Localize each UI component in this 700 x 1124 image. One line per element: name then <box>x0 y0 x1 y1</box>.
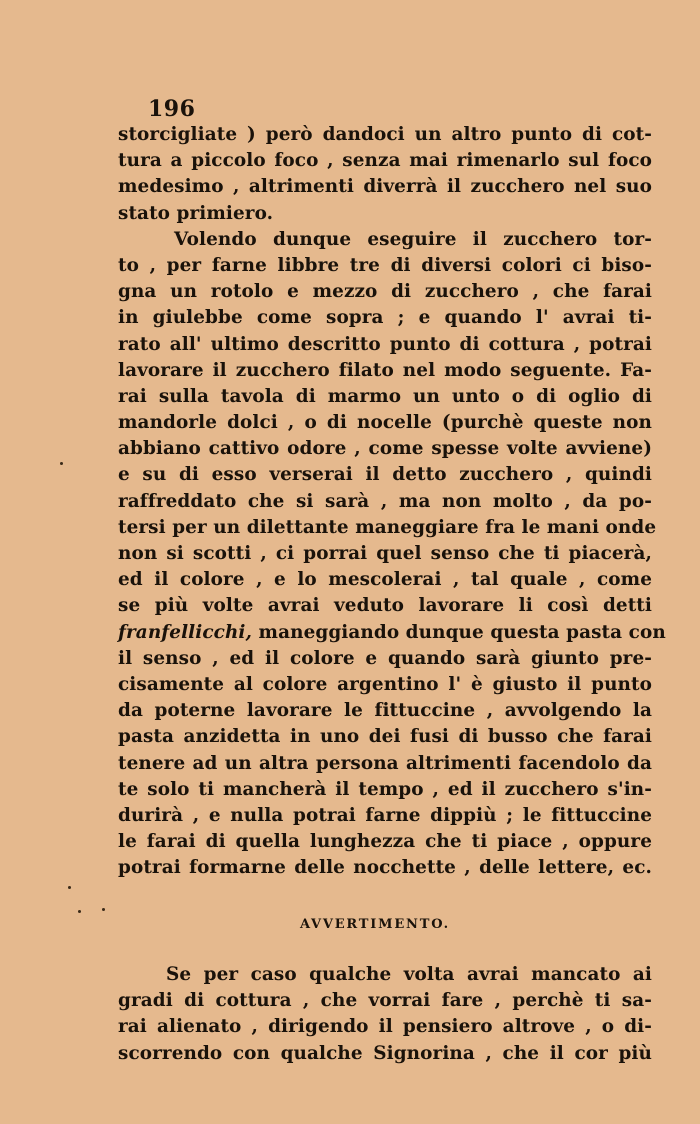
text-line: Volendo dunque eseguire il zucchero tor- <box>174 228 652 250</box>
text-line: ed il colore , e lo mescolerai , tal quale , come <box>118 569 652 591</box>
text-line: tersi per un dilettante maneggiare fra le mani onde <box>118 516 657 538</box>
text-line: Se per caso qualche volta avrai mancato ai <box>166 964 652 985</box>
text-line: in giulebbe come sopra ; e quando l' avrai ti- <box>118 307 652 329</box>
text-line: gna un rotolo e mezzo di zucchero , che farai <box>118 281 652 303</box>
text-line: gradi di cottura , che vorrai fare , perchè ti sa- <box>118 990 652 1012</box>
text-line: se più volte avrai veduto lavorare li così detti <box>118 595 652 617</box>
text-line: rai sulla tavola di marmo un unto o di oglio di <box>118 385 652 407</box>
italic-term: franfellicchi, <box>118 621 253 643</box>
section-heading: AVVERTIMENTO. <box>300 917 450 932</box>
text-line: e su di esso verserai il detto zucchero , quindi <box>118 464 652 486</box>
text-line: to , per farne libbre tre di diversi colori ci biso- <box>118 254 652 276</box>
text-line: raffreddato che si sarà , ma non molto , da po- <box>118 490 652 512</box>
main-text-block <box>118 122 666 881</box>
text-line: rai alienato , dirigendo il pensiero altrove , o di- <box>118 1016 652 1038</box>
text-line <box>118 620 666 646</box>
text-line: le farai di quella lunghezza che ti piace , oppure <box>118 831 652 853</box>
text-line: cisamente al colore argentino l' è giusto il punto <box>118 673 652 695</box>
text-line: medesimo , altrimenti diverrà il zucchero nel suo <box>118 176 652 198</box>
text-line: potrai formarne delle nocchette , delle lettere, ec. <box>118 857 652 879</box>
text-line: abbiano cattivo odore , come spesse volte avviene) <box>118 438 652 460</box>
paper-speck <box>102 908 105 911</box>
text-line: durirà , e nulla potrai farne dippiù ; le fittuccine <box>118 804 652 826</box>
text-line: il senso , ed il colore e quando sarà giunto pre- <box>118 647 652 669</box>
paper-speck <box>68 886 71 889</box>
text-line: scorrendo con qualche Signorina , che il cor più <box>118 1042 652 1064</box>
text-line: storcigliate ) però dandoci un altro punto di cot- <box>118 124 652 145</box>
text-line: non si scotti , ci porrai quel senso che ti piacerà, <box>118 543 652 564</box>
text-line: rato all' ultimo descritto punto di cottura , potrai <box>118 333 652 355</box>
text-line: tenere ad un altra persona altrimenti facendolo da <box>118 752 652 774</box>
text-line: lavorare il zucchero filato nel modo seguente. Fa- <box>118 359 652 381</box>
paper-speck <box>78 910 81 913</box>
text-line: pasta anzidetta in uno dei fusi di busso che farai <box>118 726 652 748</box>
text-line: stato primiero. <box>118 202 274 224</box>
text-line: da poterne lavorare le fittuccine , avvolgendo la <box>118 700 652 722</box>
text-line: te solo ti mancherà il tempo , ed il zucchero s'in- <box>118 778 652 800</box>
text-line: mandorle dolci , o di nocelle (purchè queste non <box>118 412 652 434</box>
final-text-block <box>118 962 652 1067</box>
page-number: 196 <box>148 96 196 122</box>
text-line-rest: maneggiando dunque questa pasta con <box>252 621 666 643</box>
text-line: tura a piccolo foco , senza mai rimenarlo sul foco <box>118 150 652 172</box>
paper-speck <box>60 462 63 465</box>
